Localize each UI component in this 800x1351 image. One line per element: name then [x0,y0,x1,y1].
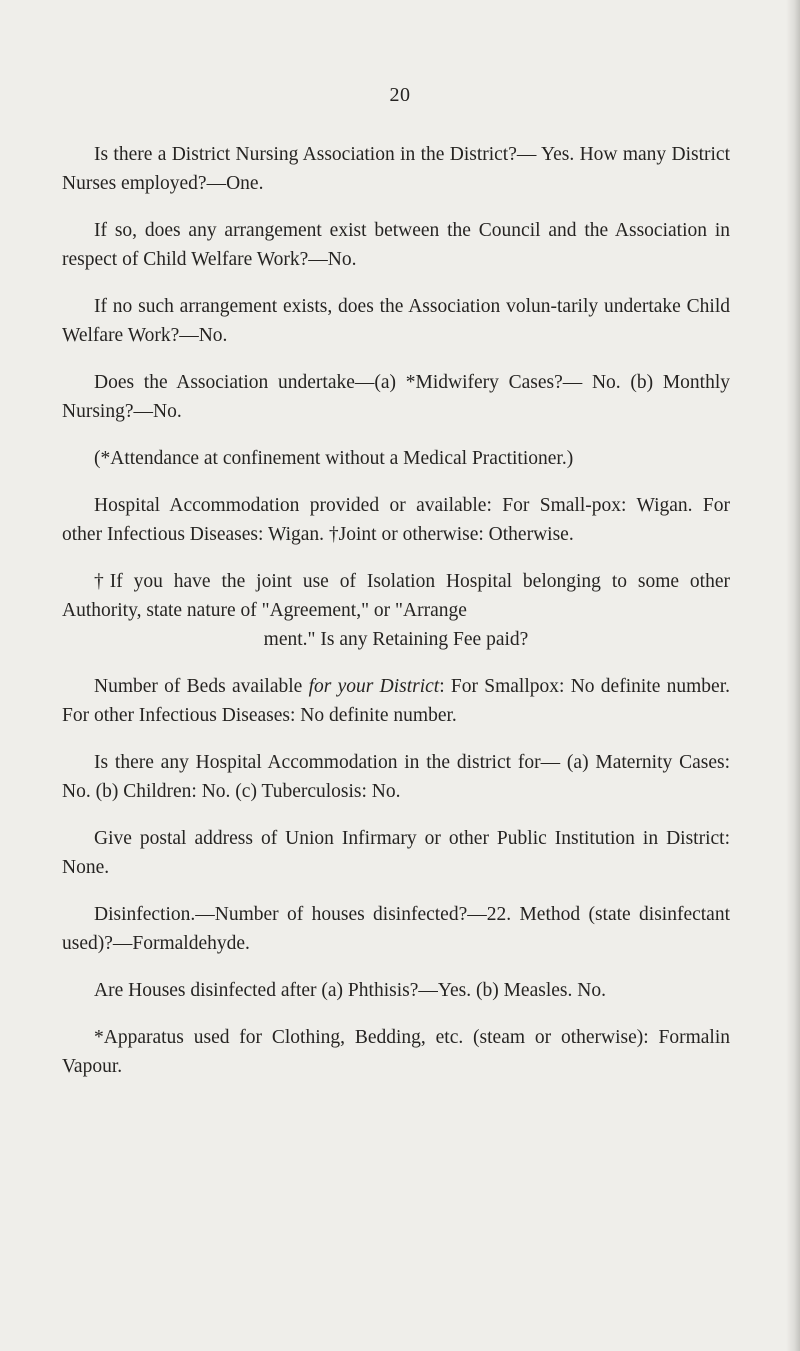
paragraph-apparatus: *Apparatus used for Clothing, Bedding, etc. (steam or otherwise): Formalin Vapour. [62,1027,730,1077]
paragraph-joint-use-note [62,567,730,654]
paragraph-disinfection: Disinfection.—Number of houses disinfected?—22. Method (state disinfectant used)?—Formaldehyde. [62,904,730,954]
beds-prefix: Number of Beds available [94,676,309,697]
paragraph-voluntary-child-welfare: If no such arrangement exists, does the Association volun-tarily undertake Child Welfare Work?—No. [62,296,730,346]
paragraph-nursing-association: Is there a District Nursing Association in the District?— Yes. How many District Nurses employed?—One. [62,144,730,194]
paragraph-hospital-accommodation: Hospital Accommodation provided or available: For Small-pox: Wigan. For other Infectious Diseases: Wigan. †Joint or otherwise: Otherwise. [62,495,730,545]
paragraph-postal-address: Give postal address of Union Infirmary or other Public Institution in District: None. [62,828,730,878]
beds-suffix: : For Smallpox: No definite number. For other Infectious Diseases: No definite number. [62,676,730,726]
paragraph-houses-disinfected: Are Houses disinfected after (a) Phthisis?—Yes. (b) Measles. No. [94,980,606,1001]
joint-use-note-main: †If you have the joint use of Isolation Hospital belonging to some other Authority, state nature of "Agreement," or "Arrange [62,571,730,621]
paragraph-council-arrangement: If so, does any arrangement exist between the Council and the Association in respect of Child Welfare Work?—No. [62,220,730,270]
joint-use-note-continuation: ment." Is any Retaining Fee paid? [263,629,529,650]
beds-italic: for your District [308,676,440,697]
paragraph-hospital-district: Is there any Hospital Accommodation in the district for— (a) Maternity Cases: No. (b) Children: No. (c) Tuberculosis: No. [62,752,730,802]
paragraph-attendance-note: (*Attendance at confinement without a Medical Practitioner.) [94,448,574,469]
document-body [62,140,730,1099]
page-edge-shadow [786,0,800,1351]
page-number: 20 [389,84,411,106]
paragraph-midwifery: Does the Association undertake—(a) *Midwifery Cases?— No. (b) Monthly Nursing?—No. [62,372,730,422]
paragraph-number-of-beds [62,672,730,730]
